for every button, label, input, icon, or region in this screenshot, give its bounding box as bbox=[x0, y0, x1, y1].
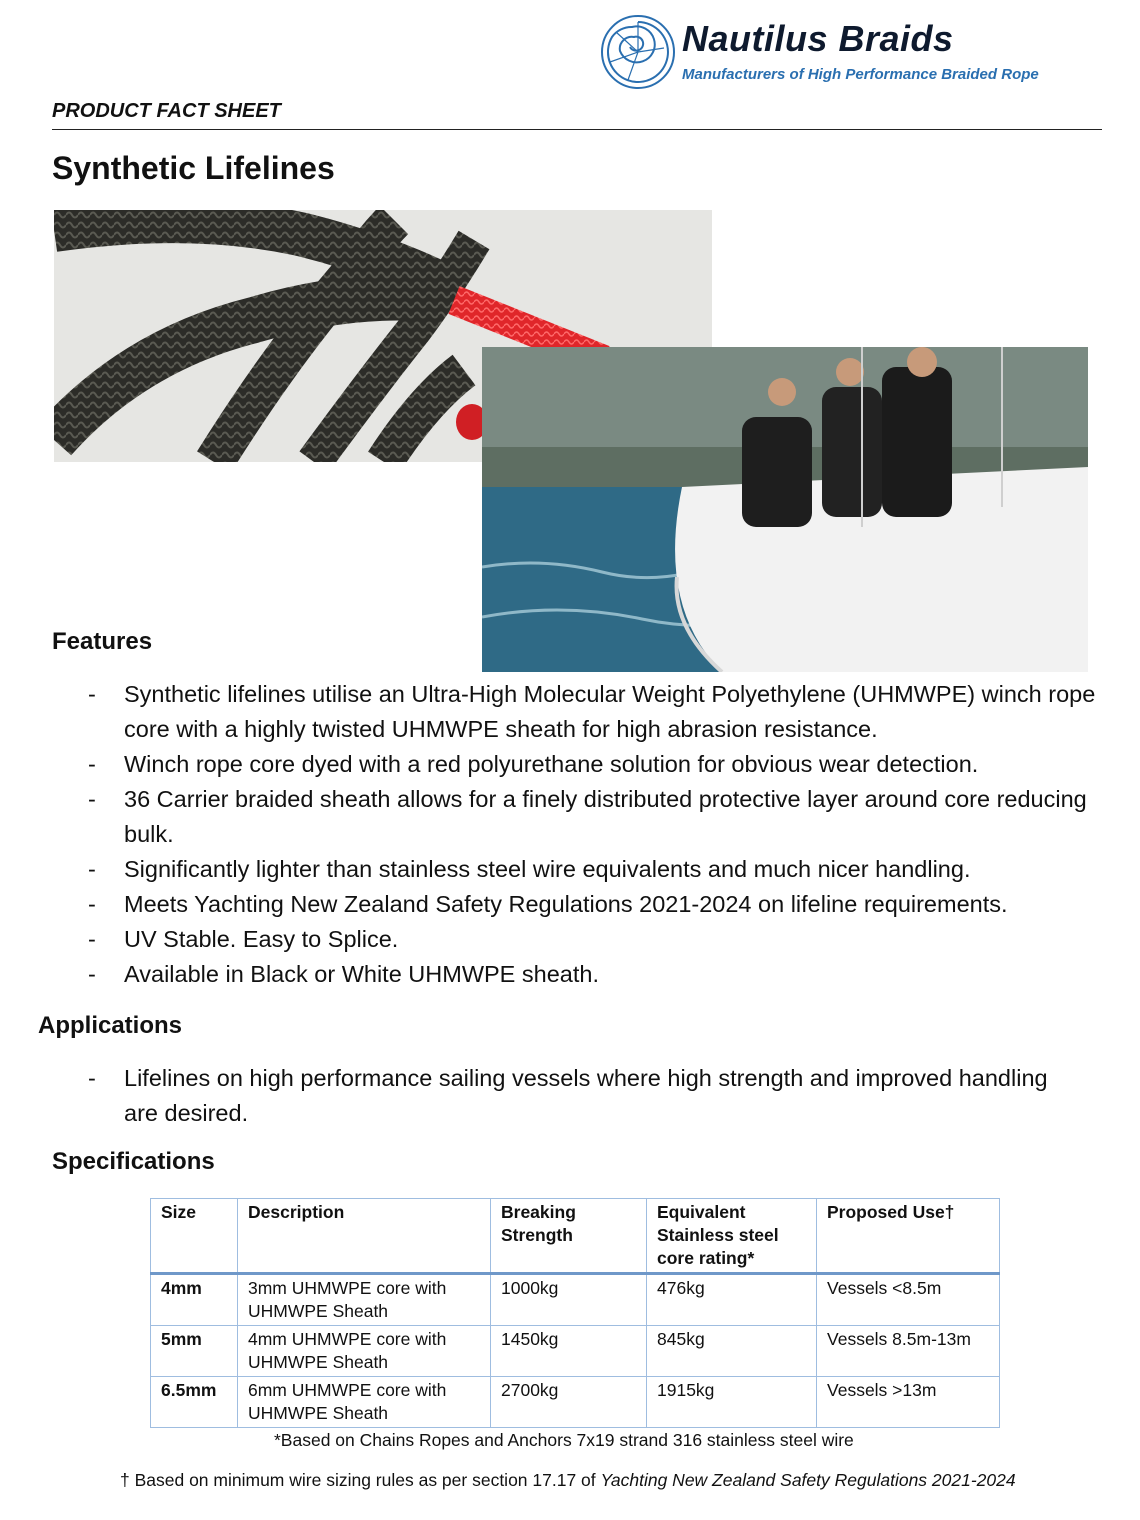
list-item: - Meets Yachting New Zealand Safety Regulations 2021-2024 on lifeline requirements. bbox=[52, 887, 1112, 922]
list-item: - Synthetic lifelines utilise an Ultra-High Molecular Weight Polyethylene (UHMWPE) winch rope core with a highly twisted UHMWPE sheath for high abrasion resistance. bbox=[52, 677, 1112, 747]
breaking-strength-cell: 1450kg bbox=[491, 1326, 647, 1377]
proposed-use-cell: Vessels <8.5m bbox=[817, 1274, 1000, 1326]
column-header: Size bbox=[151, 1199, 238, 1274]
proposed-use-cell: Vessels 8.5m-13m bbox=[817, 1326, 1000, 1377]
features-heading: Features bbox=[52, 628, 153, 655]
list-item: - 36 Carrier braided sheath allows for a finely distributed protective layer around core reducing bulk. bbox=[52, 782, 1112, 852]
features-list bbox=[52, 677, 1112, 992]
table-row bbox=[151, 1326, 1000, 1377]
dagger-footnote-text: † Based on minimum wire sizing rules as per section 17.17 of bbox=[120, 1470, 601, 1490]
equivalent-rating-cell: 1915kg bbox=[647, 1377, 817, 1428]
applications-list bbox=[52, 1061, 1052, 1131]
specifications-table bbox=[150, 1198, 1000, 1428]
page-title: Synthetic Lifelines bbox=[52, 150, 335, 186]
description-cell: 6mm UHMWPE core with UHMWPE Sheath bbox=[238, 1377, 491, 1428]
column-header: Description bbox=[238, 1199, 491, 1274]
size-cell: 5mm bbox=[151, 1326, 238, 1377]
list-item: - Winch rope core dyed with a red polyurethane solution for obvious wear detection. bbox=[52, 747, 1112, 782]
proposed-use-cell: Vessels >13m bbox=[817, 1377, 1000, 1428]
brand-logo bbox=[598, 8, 1108, 98]
description-cell: 3mm UHMWPE core with UHMWPE Sheath bbox=[238, 1274, 491, 1326]
asterisk-footnote: *Based on Chains Ropes and Anchors 7x19 strand 316 stainless steel wire bbox=[274, 1430, 854, 1450]
list-item: - Significantly lighter than stainless steel wire equivalents and much nicer handling. bbox=[52, 852, 1112, 887]
applications-heading: Applications bbox=[38, 1012, 183, 1039]
dagger-footnote bbox=[120, 1470, 1016, 1491]
equivalent-rating-cell: 476kg bbox=[647, 1274, 817, 1326]
table-row bbox=[151, 1274, 1000, 1326]
breaking-strength-cell: 1000kg bbox=[491, 1274, 647, 1326]
equivalent-rating-cell: 845kg bbox=[647, 1326, 817, 1377]
table-header-row bbox=[151, 1199, 1000, 1274]
column-header: Breaking Strength bbox=[491, 1199, 647, 1274]
doc-label: PRODUCT FACT SHEET bbox=[52, 100, 281, 122]
nautilus-shell-icon bbox=[598, 8, 678, 92]
breaking-strength-cell: 2700kg bbox=[491, 1377, 647, 1428]
table-row bbox=[151, 1377, 1000, 1428]
size-cell: 4mm bbox=[151, 1274, 238, 1326]
list-item: - Available in Black or White UHMWPE sheath. bbox=[52, 957, 1112, 992]
column-header: Proposed Use† bbox=[817, 1199, 1000, 1274]
size-cell: 6.5mm bbox=[151, 1377, 238, 1428]
specifications-heading: Specifications bbox=[52, 1148, 215, 1175]
header-divider bbox=[52, 129, 1102, 130]
sailing-crew-on-yacht-photo bbox=[482, 347, 1088, 672]
dagger-footnote-source: Yachting New Zealand Safety Regulations 2021-2024 bbox=[600, 1470, 1016, 1490]
brand-tagline: Manufacturers of High Performance Braided Rope bbox=[682, 66, 1039, 83]
list-item: - Lifelines on high performance sailing vessels where high strength and improved handling are desired. bbox=[52, 1061, 1052, 1131]
brand-name: Nautilus Braids bbox=[682, 18, 954, 59]
description-cell: 4mm UHMWPE core with UHMWPE Sheath bbox=[238, 1326, 491, 1377]
column-header: Equivalent Stainless steel core rating* bbox=[647, 1199, 817, 1274]
list-item: - UV Stable. Easy to Splice. bbox=[52, 922, 1112, 957]
